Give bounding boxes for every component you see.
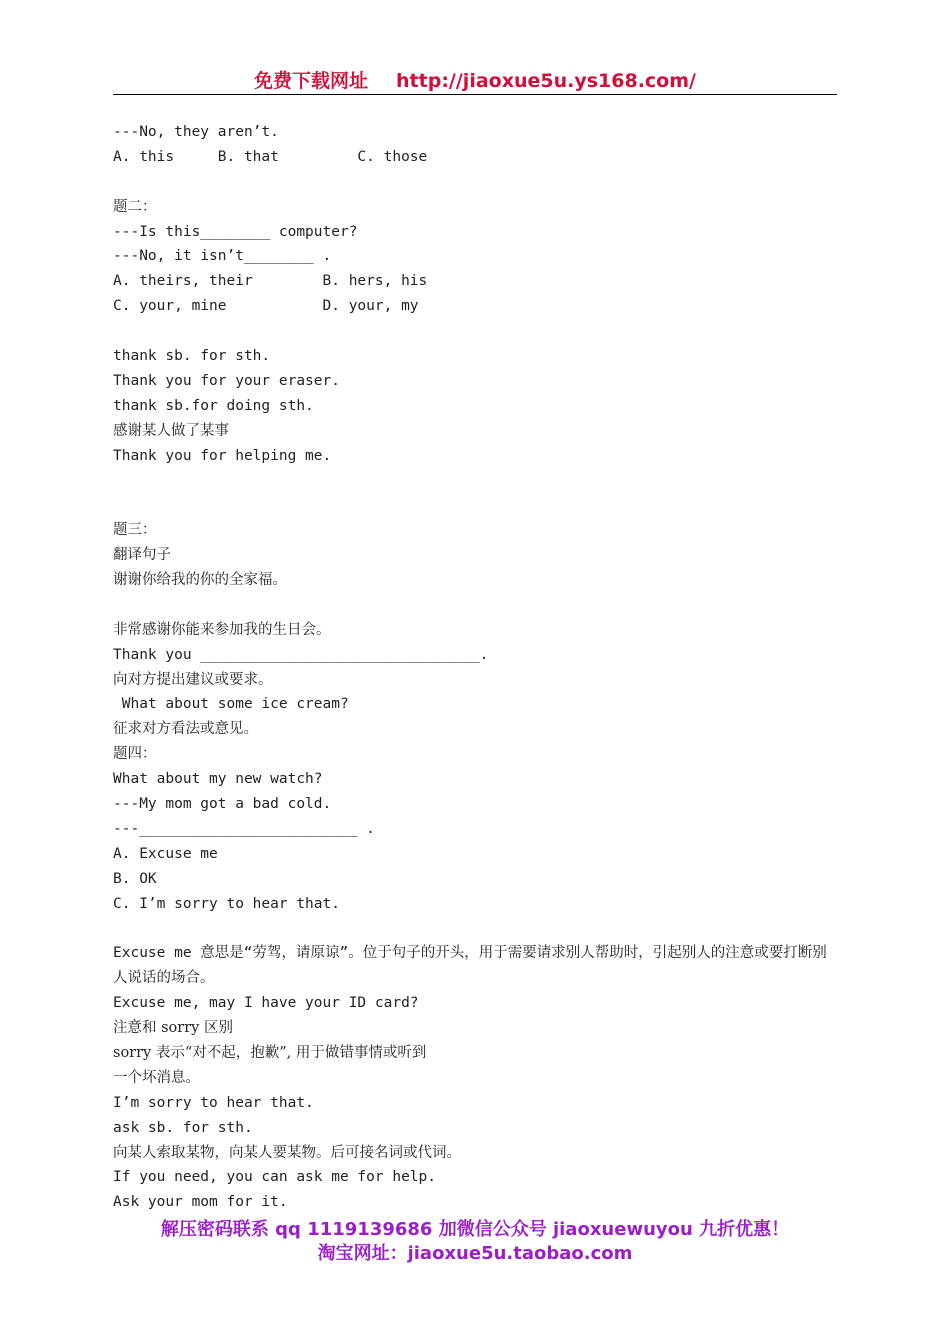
text-line: Thank you ________________________________.	[113, 646, 489, 663]
footer-banner	[0, 1218, 950, 1266]
text-line: A. this B. that C. those	[113, 148, 428, 165]
text-line: ---_________________________ .	[113, 820, 375, 837]
text-line: If you need, you can ask me for help.	[113, 1169, 437, 1186]
text-line: C. I’m sorry to hear that.	[113, 895, 340, 912]
text-line: B. OK	[113, 870, 157, 887]
text-line: ---Is this________ computer?	[113, 223, 358, 240]
header-divider	[113, 94, 837, 95]
footer-contact-line: 解压密码联系 qq 1119139686 加微信公众号 jiaoxuewuyou 九折优惠！	[160, 1219, 790, 1240]
text-line: A. theirs, their B. hers, his	[113, 273, 428, 290]
text-line: Thank you for your eraser.	[113, 372, 340, 389]
text-line: Excuse me, may I have your ID card?	[113, 995, 419, 1012]
text-line: 向某人索取某物，向某人要某物。后可接名词或代词。	[113, 1144, 461, 1161]
header-url-link[interactable]: http://jiaoxue5u.ys168.com/	[396, 70, 696, 92]
text-line: thank sb. for sth.	[113, 348, 271, 365]
text-line: C. your, mine D. your, my	[113, 298, 419, 315]
blank-line	[113, 468, 837, 493]
text-line: sorry 表示“对不起，抱歉”, 用于做错事情或听到	[113, 1044, 427, 1061]
text-line: ask sb. for sth.	[113, 1119, 253, 1136]
blank-line	[113, 170, 837, 195]
text-line: 注意和 sorry 区别	[113, 1020, 233, 1037]
text-line: ---My mom got a bad cold.	[113, 796, 332, 813]
text-line: 题二：	[113, 198, 157, 215]
text-line: ---No, they aren’t.	[113, 124, 279, 140]
blank-line	[113, 493, 837, 518]
text-line: What about my new watch?	[113, 771, 323, 788]
text-line: What about some ice cream?	[113, 696, 349, 713]
text-line: 一个坏消息。	[113, 1069, 200, 1086]
header-banner	[113, 66, 837, 94]
blank-line	[113, 593, 837, 618]
text-line: 非常感谢你能来参加我的生日会。	[113, 621, 331, 638]
text-line: 翻译句子	[113, 547, 171, 564]
text-line: 向对方提出建议或要求。	[113, 671, 273, 688]
footer-shop-line: 淘宝网址：jiaoxue5u.taobao.com	[317, 1243, 633, 1264]
text-line: 题三：	[113, 522, 157, 539]
text-line: I’m sorry to hear that.	[113, 1094, 314, 1111]
blank-line	[113, 319, 837, 344]
text-line: 感谢某人做了某事	[113, 422, 229, 439]
header-label: 免费下载网址	[254, 70, 369, 92]
text-line: Excuse me 意思是“劳驾，请原谅”。位于句子的开头，用于需要请求别人帮助时，引起别人的注意或要打断别人说话的场合。	[113, 945, 827, 987]
document-body	[113, 120, 837, 1215]
text-line: Thank you for helping me.	[113, 447, 332, 464]
text-line: 题四：	[113, 746, 157, 763]
text-line: A. Excuse me	[113, 845, 218, 862]
text-line: Ask your mom for it.	[113, 1194, 288, 1211]
text-line: 征求对方看法或意见。	[113, 721, 258, 738]
text-line: ---No, it isn’t________ .	[113, 248, 332, 265]
blank-line	[113, 917, 837, 942]
text-line: thank sb.for doing sth.	[113, 397, 314, 414]
text-line: 谢谢你给我的你的全家福。	[113, 572, 287, 589]
